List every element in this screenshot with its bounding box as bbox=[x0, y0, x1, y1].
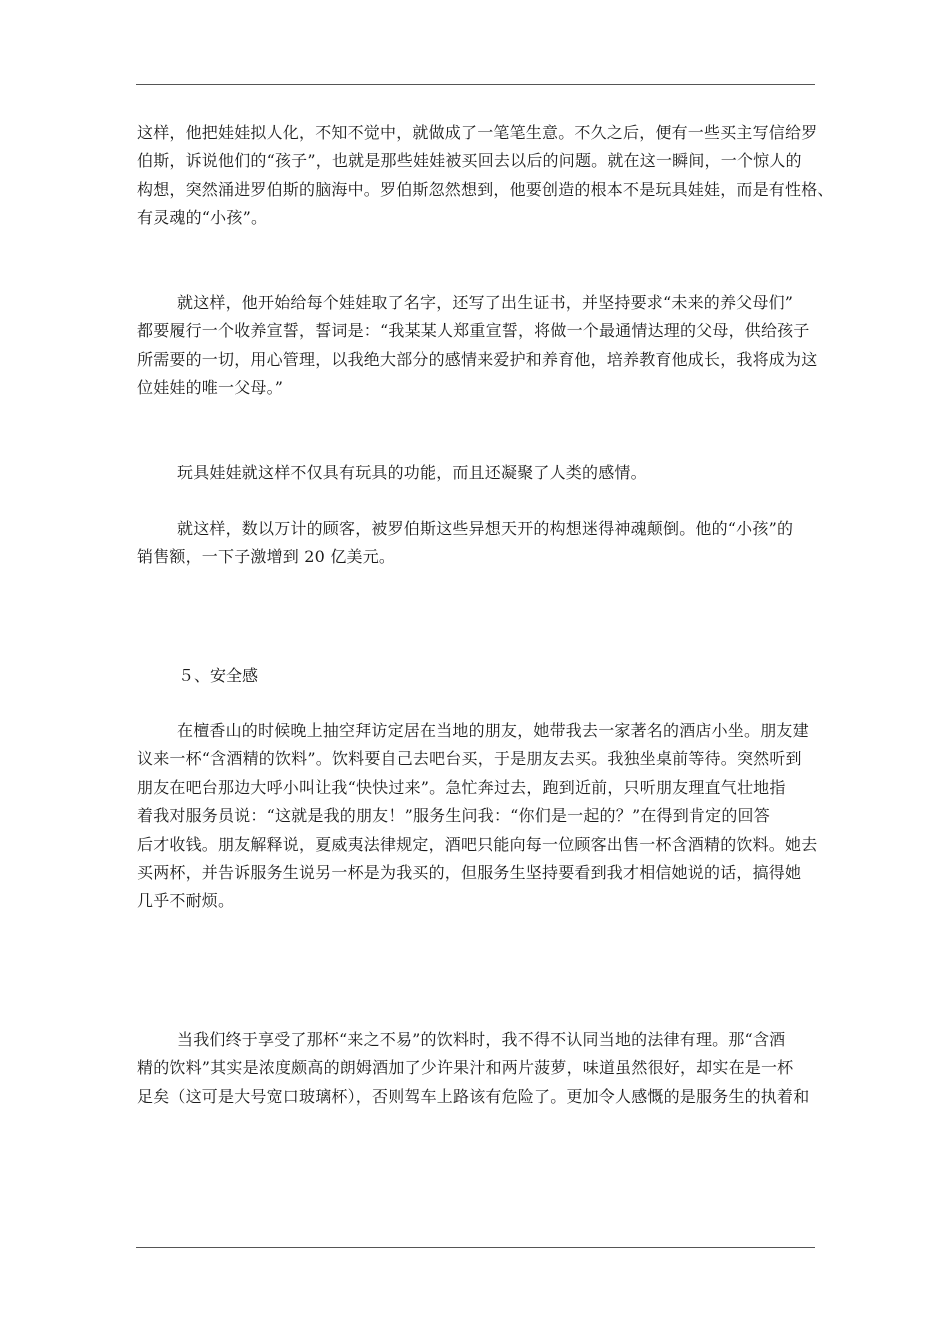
text-line: 足矣（这可是大号宽口玻璃杯），否则驾车上路该有危险了。更加令人感慨的是服务生的执着和 bbox=[137, 1086, 810, 1106]
text-line: 买两杯，并告诉服务生说另一杯是为我买的，但服务生坚持要看到我才相信她说的话，搞得她 bbox=[137, 863, 802, 883]
paragraph-adoption-oath bbox=[137, 289, 822, 403]
text-line: 就这样，他开始给每个娃娃取了名字，还写了出生证书，并坚持要求“未来的养父母们” bbox=[177, 293, 794, 312]
section-heading: ５、安全感 bbox=[178, 666, 259, 685]
text-line: 后才收钱。朋友解释说，夏威夷法律规定，酒吧只能向每一位顾客出售一杯含酒精的饮料。她去 bbox=[137, 834, 818, 854]
paragraph-honolulu-bar bbox=[137, 717, 822, 916]
text-line: 构想，突然涌进罗伯斯的脑海中。罗伯斯忽然想到，他要创造的根本不是玩具娃娃，而是有性格、 bbox=[137, 179, 834, 199]
text-line: 这样，他把娃娃拟人化，不知不觉中，就做成了一笔笔生意。不久之后，便有一些买主写信给罗 bbox=[137, 123, 818, 142]
text-line: 着我对服务员说：“这就是我的朋友！”服务生问我：“你们是一起的？”在得到肯定的回答 bbox=[137, 806, 770, 826]
text-line: 都要履行一个收养宣誓，誓词是：“我某某人郑重宣誓，将做一个最通情达理的父母，供给孩子 bbox=[137, 321, 810, 341]
paragraph-doll-emotion bbox=[137, 459, 822, 487]
text-line: 玩具娃娃就这样不仅具有玩具的功能，而且还凝聚了人类的感情。 bbox=[177, 463, 647, 482]
text-line: 有灵魂的“小孩”。 bbox=[137, 208, 268, 228]
text-line: 就这样，数以万计的顾客，被罗伯斯这些异想天开的构想迷得神魂颠倒。他的“小孩”的 bbox=[177, 519, 794, 538]
text-line: 朋友在吧台那边大呼小叫让我“快快过来”。急忙奔过去，跑到近前，只听朋友理直气壮地指 bbox=[137, 777, 786, 797]
header-rule bbox=[136, 84, 815, 85]
text-line: 当我们终于享受了那杯“来之不易”的饮料时，我不得不认同当地的法律有理。那“含酒 bbox=[177, 1030, 786, 1049]
text-line: 销售额，一下子激增到 20 亿美元。 bbox=[137, 547, 396, 567]
text-line: 精的饮料”其实是浓度颇高的朗姆酒加了少许果汁和两片菠萝，味道虽然很好，却实在是一杯 bbox=[137, 1058, 794, 1078]
paragraph-sales-result bbox=[137, 515, 822, 572]
paragraph-doll-personification bbox=[137, 119, 834, 233]
text-line: 所需要的一切，用心管理，以我绝大部分的感情来爱护和养育他，培养教育他成长，我将成为这 bbox=[137, 349, 818, 369]
text-line: 议来一杯“含酒精的饮料”。饮料要自己去吧台买，于是朋友去买。我独坐桌前等待。突然听到 bbox=[137, 749, 802, 769]
text-line: 位娃娃的唯一父母。” bbox=[137, 378, 284, 398]
text-line: 在檀香山的时候晚上抽空拜访定居在当地的朋友，她带我去一家著名的酒店小坐。朋友建 bbox=[177, 721, 809, 740]
text-line: 几乎不耐烦。 bbox=[137, 891, 235, 911]
paragraph-drink-reflection bbox=[137, 1026, 822, 1111]
footer-rule bbox=[136, 1247, 815, 1248]
text-line: 伯斯，诉说他们的“孩子”，也就是那些娃娃被买回去以后的问题。就在这一瞬间，一个惊人的 bbox=[137, 151, 802, 171]
